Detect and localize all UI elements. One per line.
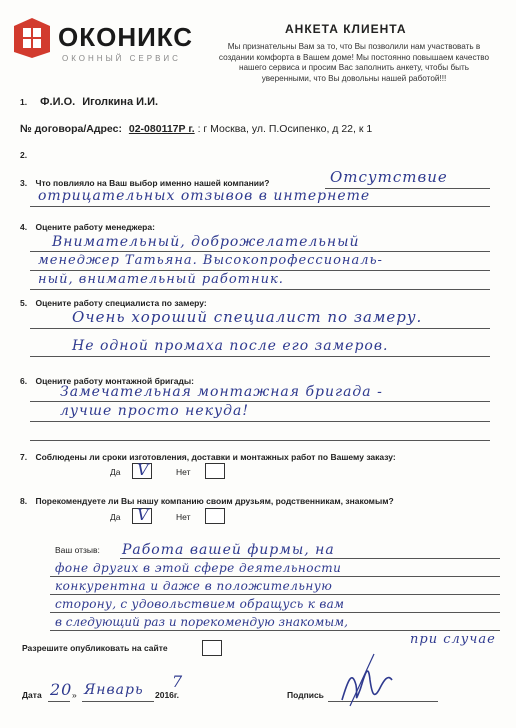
q8-no-label: Нет	[176, 512, 191, 522]
date-year-suffix: 7	[172, 672, 184, 691]
date-month: Январь	[84, 682, 144, 698]
q4-answer: ный, внимательный работник.	[38, 272, 284, 287]
q1-label: Ф.И.О.	[40, 96, 76, 108]
date-day-line	[48, 701, 70, 702]
review-line	[50, 630, 500, 631]
q8-yes-label: Да	[110, 512, 121, 522]
q7-no-checkbox[interactable]	[205, 463, 225, 479]
q6-answer: лучше просто некуда!	[60, 403, 249, 419]
publish-checkbox[interactable]	[202, 640, 222, 656]
q6-number: 6.	[20, 376, 28, 386]
q3-line	[30, 206, 490, 207]
q7-label: Соблюдены ли сроки изготовления, доставки и монтажных работ по Вашему заказу:	[35, 452, 396, 462]
review-text: Работа вашей фирмы, на	[122, 542, 335, 558]
q8-label-row	[20, 496, 394, 506]
q4-line	[30, 289, 490, 290]
q5-answer: Очень хороший специалист по замеру.	[72, 308, 423, 326]
brand-tagline: ОКОННЫЙ СЕРВИС	[62, 54, 181, 63]
brand-name: ОКОНИКС	[58, 22, 194, 52]
publish-label: Разрешите опубликовать на сайте	[22, 643, 168, 653]
review-text-tail: при случае	[410, 632, 496, 647]
review-line	[50, 576, 500, 577]
review-label: Ваш отзыв:	[55, 545, 100, 555]
date-day: 20	[50, 680, 73, 699]
q2-number: 2.	[20, 150, 28, 160]
q6-line	[30, 401, 490, 402]
contract-label: № договора/Адрес:	[20, 123, 122, 135]
q4-label: Оцените работу менеджера:	[35, 222, 155, 232]
review-text: фоне других в этой сфере деятельности	[55, 561, 342, 575]
q7-yes-label: Да	[110, 467, 121, 477]
date-quote: »	[72, 690, 77, 700]
signature-mark	[330, 650, 400, 710]
q5-number: 5.	[20, 298, 28, 308]
review-line	[120, 558, 500, 559]
review-line	[50, 594, 500, 595]
q8-number: 8.	[20, 496, 28, 506]
q8-no-checkbox[interactable]	[205, 508, 225, 524]
q5-label: Оцените работу специалиста по замеру:	[35, 298, 207, 308]
q1-value: Иголкина И.И.	[82, 96, 159, 108]
signature-label: Подпись	[287, 690, 324, 700]
intro-line: нашего сервиса и просим Вас заполнить анкету, чтобы быть	[238, 63, 470, 72]
intro-text	[196, 42, 512, 84]
q1-number: 1.	[20, 97, 28, 107]
q7-yes-check-mark: V	[137, 460, 150, 479]
q4-answer: Внимательный, доброжелательный	[52, 234, 360, 250]
q7-number: 7.	[20, 452, 28, 462]
intro-line: Мы признательны Вам за то, что Вы позволили нам участвовать в	[227, 42, 481, 51]
logo	[10, 12, 220, 72]
q3-label: Что повлияло на Ваш выбор именно нашей компании?	[35, 178, 270, 188]
q4-line	[30, 270, 490, 271]
q4-answer: менеджер Татьяна. Высокопрофессиональ-	[38, 253, 383, 268]
date-label: Дата	[22, 690, 42, 700]
contract-number: 02-080117Р г.	[128, 123, 195, 135]
q4-number: 4.	[20, 222, 28, 232]
intro-line: создании комфорта в Вашем доме! Мы постоянно повышаем качество	[218, 52, 490, 62]
review-text: сторону, с удовольствием обращусь к вам	[55, 597, 345, 611]
q7-label-row	[20, 452, 396, 462]
q6-label: Оцените работу монтажной бригады:	[35, 376, 195, 386]
form-title: АНКЕТА КЛИЕНТА	[285, 22, 407, 36]
q3-answer: Отсутствие	[330, 168, 448, 186]
q5-line	[30, 356, 490, 357]
q8-label: Порекомендуете ли Вы нашу компанию своим друзьям, родственникам, знакомым?	[35, 496, 394, 506]
q3-number: 3.	[20, 178, 28, 188]
review-text: конкурентна и даже в положительную	[55, 579, 333, 593]
contract-row	[20, 123, 372, 135]
intro-line: уверенными, что Вы довольны нашей работой!!!	[261, 73, 447, 83]
date-month-line	[82, 701, 154, 702]
review-text: в следующий раз и порекомендую знакомым,	[55, 615, 348, 629]
q5-answer: Не одной промаха после его замеров.	[72, 338, 389, 354]
q8-yes-check-mark: V	[137, 505, 150, 524]
q5-label-row	[20, 298, 207, 308]
contract-address: : г Москва, ул. П.Осипенко, д 22, к 1	[197, 123, 373, 135]
q6-line	[30, 421, 490, 422]
q4-line	[30, 251, 490, 252]
review-line	[50, 612, 500, 613]
date-year-printed: 2016г.	[155, 690, 179, 700]
q7-no-label: Нет	[176, 467, 191, 477]
q6-answer: Замечательная монтажная бригада -	[60, 384, 383, 400]
q3-label-row	[20, 178, 269, 188]
q3-answer: отрицательных отзывов в интернете	[38, 188, 371, 204]
window-logo-icon	[10, 16, 54, 60]
q1-row	[20, 96, 158, 108]
q6-line	[30, 440, 490, 441]
q5-line	[30, 328, 490, 329]
q4-label-row	[20, 222, 155, 232]
